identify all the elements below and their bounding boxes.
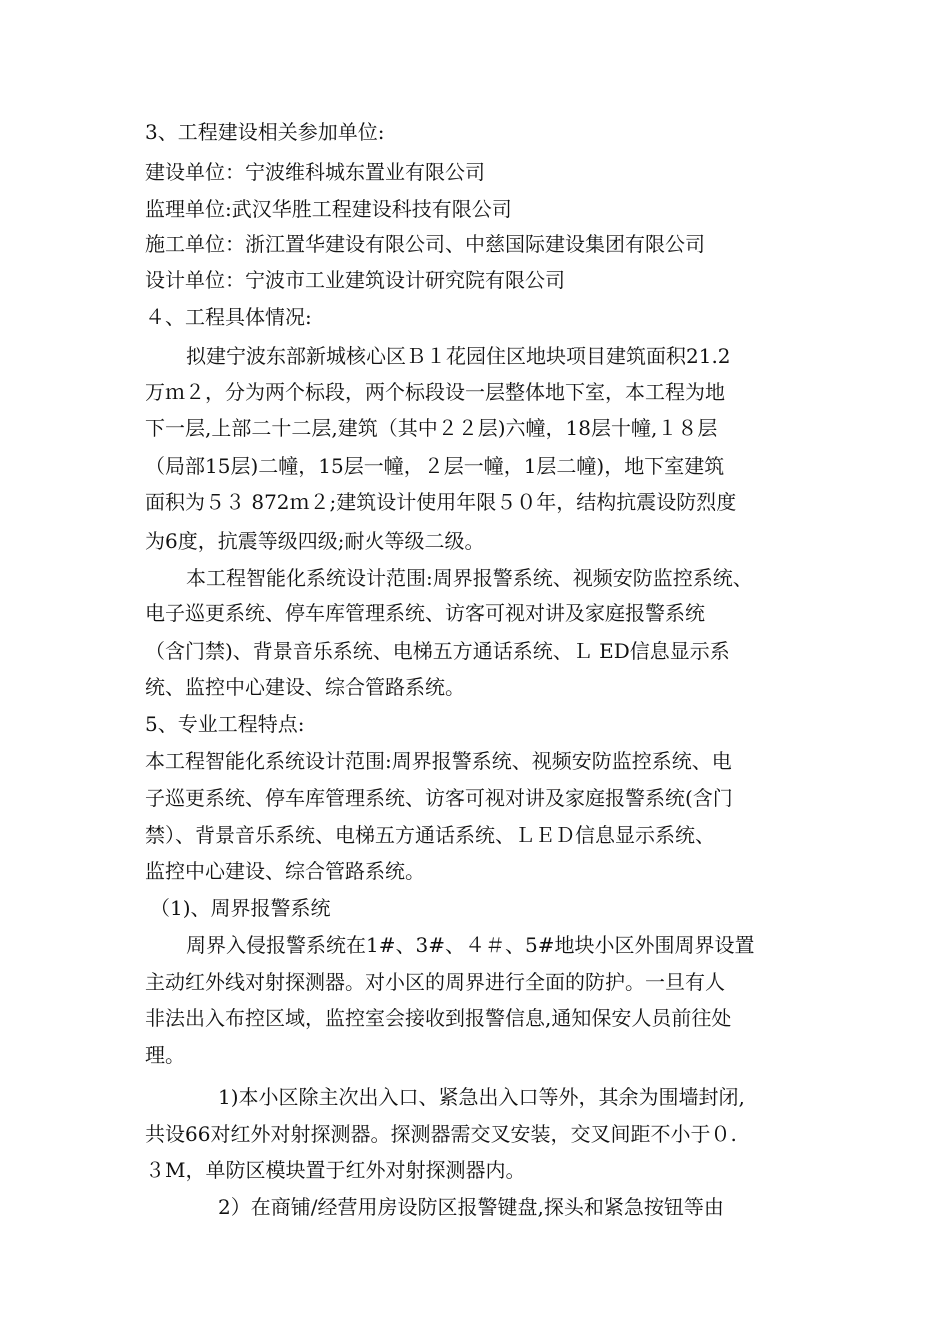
paragraph-line: （含门禁)、背景音乐系统、电梯五方通话系统、Ｌ ED信息显示系: [145, 639, 730, 663]
section-heading: 5、专业工程特点:: [145, 712, 305, 736]
paragraph-line: 子巡更系统、停车库管理系统、访客可视对讲及家庭报警系统(含门: [145, 786, 733, 810]
paragraph-line: 非法出入布控区域，监控室会接收到报警信息,通知保安人员前往处: [145, 1006, 732, 1030]
paragraph-line: 下一层,上部二十二层,建筑（其中２２层)六幢，18层十幢,１８层: [145, 416, 718, 440]
paragraph-line: 主动红外线对射探测器。对小区的周界进行全面的防护。一旦有人: [145, 970, 725, 994]
paragraph-line: 万ｍ２，分为两个标段，两个标段设一层整体地下室，本工程为地: [145, 380, 725, 404]
text-line: 建设单位：宁波维科城东置业有限公司: [145, 160, 485, 184]
text-line: 施工单位：浙江置华建设有限公司、中慈国际建设集团有限公司: [145, 232, 705, 256]
list-item-line: 1)本小区除主次出入口、紧急出入口等外，其余为围墙封闭,: [218, 1085, 745, 1109]
paragraph-line: 理。: [145, 1043, 185, 1067]
paragraph-line: 统、监控中心建设、综合管路系统。: [145, 675, 465, 699]
section-heading: 3、工程建设相关参加单位:: [145, 120, 385, 144]
paragraph-line: 电子巡更系统、停车库管理系统、访客可视对讲及家庭报警系统: [145, 601, 705, 625]
section-heading: ４、工程具体情况:: [145, 305, 312, 329]
subsection-heading: （1)、周界报警系统: [150, 896, 331, 920]
list-item-line: 2）在商铺/经营用房设防区报警键盘,探头和紧急按钮等由: [218, 1195, 724, 1219]
list-item-line: 共设66对红外对射探测器。探测器需交叉安装，交叉间距不小于０.: [145, 1122, 737, 1146]
list-item-line: ３M，单防区模块置于红外对射探测器内。: [145, 1158, 526, 1182]
paragraph-line: 本工程智能化系统设计范围:周界报警系统、视频安防监控系统、: [186, 566, 753, 590]
paragraph-line: 监控中心建设、综合管路系统。: [145, 859, 425, 883]
paragraph-line: 周界入侵报警系统在1#、3#、４＃、5#地块小区外围周界设置: [186, 933, 755, 957]
paragraph-line: 禁）、背景音乐系统、电梯五方通话系统、ＬＥＤ信息显示系统、: [145, 823, 715, 847]
paragraph-line: 面积为５３ 872ｍ２;建筑设计使用年限５０年，结构抗震设防烈度: [145, 490, 737, 514]
paragraph-line: 拟建宁波东部新城核心区Ｂ１花园住区地块项目建筑面积21.2: [186, 344, 731, 368]
text-line: 监理单位:武汉华胜工程建设科技有限公司: [145, 197, 512, 221]
paragraph-line: 本工程智能化系统设计范围:周界报警系统、视频安防监控系统、电: [145, 749, 732, 773]
paragraph-line: （局部15层)二幢，15层一幢，２层一幢，1层二幢)，地下室建筑: [145, 454, 725, 478]
text-line: 设计单位：宁波市工业建筑设计研究院有限公司: [145, 268, 565, 292]
paragraph-line: 为6度，抗震等级四级;耐火等级二级。: [145, 529, 485, 553]
